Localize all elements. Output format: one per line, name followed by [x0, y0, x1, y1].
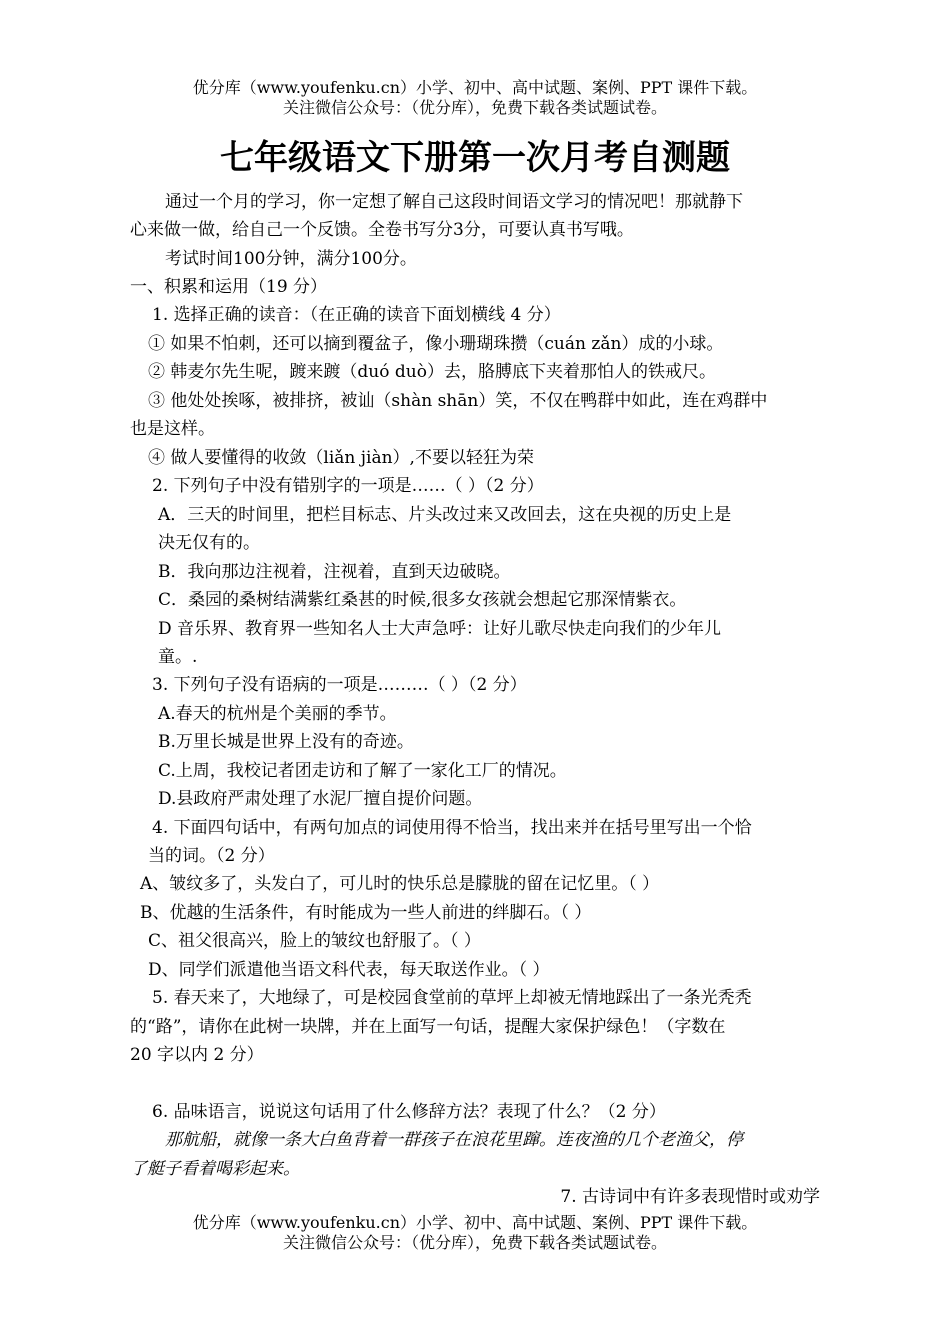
question-4-option-d: D、同学们派遣他当语文科代表，每天取送作业。（ ） — [148, 960, 550, 980]
question-1-item: ② 韩麦尔先生呢，踱来踱（duó duò）去，胳膊底下夹着那怕人的铁戒尺。 — [148, 362, 716, 382]
question-3-option-b: B.万里长城是世界上没有的奇迹。 — [158, 732, 414, 752]
question-6-stem: 6. 品味语言，说说这句话用了什么修辞方法？表现了什么？（2 分） — [152, 1102, 666, 1122]
footer-line-2: 关注微信公众号：（优分库），免费下载各类试题试卷。 — [282, 1233, 667, 1252]
question-2-option-d: D 音乐界、教育界一些知名人士大声急呼：让好儿歌尽快走向我们的少年儿 — [158, 619, 722, 639]
intro-paragraph-line: 通过一个月的学习，你一定想了解自己这段时间语文学习的情况吧！那就静下 — [165, 192, 743, 212]
intro-paragraph-line: 心来做一做，给自己一个反馈。全卷书写分3分，可要认真书写哦。 — [130, 220, 634, 240]
question-3-option-d: D.县政府严肃处理了水泥厂擅自提价问题。 — [158, 789, 483, 809]
section-heading: 一、积累和运用（19 分） — [130, 277, 328, 297]
header-line-1: 优分库（www.youfenku.cn）小学、初中、高中试题、案例、PPT 课件下载。 — [192, 78, 758, 97]
question-5-line: 5. 春天来了，大地绿了，可是校园食堂前的草坪上却被无情地踩出了一条光秃秃 — [152, 988, 752, 1008]
page-title: 七年级语文下册第一次月考自测题 — [220, 138, 730, 178]
question-1-stem: 1. 选择正确的读音：（在正确的读音下面划横线 4 分） — [152, 305, 561, 325]
header-line-2: 关注微信公众号：（优分库），免费下载各类试题试卷。 — [282, 98, 667, 117]
question-1-item: ③ 他处处挨啄，被排挤，被讪（shàn shān）笑，不仅在鸭群中如此，连在鸡群中 — [148, 391, 768, 411]
question-1-item-continued: 也是这样。 — [130, 419, 215, 439]
question-7-stem: 7. 古诗词中有许多表现惜时或劝学 — [560, 1187, 820, 1207]
question-1-item: ① 如果不怕刺，还可以摘到覆盆子，像小珊瑚珠攒（cuán zǎn）成的小球。 — [148, 334, 724, 354]
question-6-quote-continued: 了艇子看着喝彩起来。 — [130, 1159, 300, 1179]
question-4-stem-continued: 当的词。（2 分） — [148, 846, 275, 866]
question-4-stem: 4. 下面四句话中，有两句加点的词使用得不恰当，找出来并在括号里写出一个恰 — [152, 818, 752, 838]
question-2-stem: 2. 下列句子中没有错别字的一项是……（ ）（2 分） — [152, 476, 544, 496]
question-3-option-c: C.上周，我校记者团走访和了解了一家化工厂的情况。 — [158, 761, 567, 781]
exam-info: 考试时间100分钟，满分100分。 — [165, 249, 417, 269]
question-5-line: 的“路”，请你在此树一块牌，并在上面写一句话，提醒大家保护绿色！（字数在 — [130, 1017, 726, 1037]
question-2-option-a-continued: 决无仅有的。 — [158, 533, 260, 553]
question-3-option-a: A.春天的杭州是个美丽的季节。 — [158, 704, 397, 724]
question-6-quote: 那航船，就像一条大白鱼背着一群孩子在浪花里蹿。连夜渔的几个老渔父，停 — [165, 1130, 743, 1150]
question-4-option-a: A、皱纹多了，头发白了，可儿时的快乐总是朦胧的留在记忆里。（ ） — [140, 874, 660, 894]
question-2-option-c: C．桑园的桑树结满紫红桑甚的时候,很多女孩就会想起它那深情紫衣。 — [158, 590, 687, 610]
question-4-option-c: C、祖父很高兴，脸上的皱纹也舒服了。（ ） — [148, 931, 481, 951]
question-4-option-b: B、优越的生活条件，有时能成为一些人前进的绊脚石。（ ） — [140, 903, 592, 923]
question-2-option-a: A．三天的时间里，把栏目标志、片头改过来又改回去，这在央视的历史上是 — [158, 505, 732, 525]
question-3-stem: 3. 下列句子没有语病的一项是………（ ）（2 分） — [152, 675, 527, 695]
question-2-option-d-continued: 童。. — [158, 647, 198, 667]
question-5-line: 20 字以内 2 分） — [130, 1045, 264, 1065]
question-2-option-b: B．我向那边注视着，注视着，直到天边破晓。 — [158, 562, 511, 582]
footer-line-1: 优分库（www.youfenku.cn）小学、初中、高中试题、案例、PPT 课件下载。 — [192, 1213, 758, 1232]
question-1-item: ④ 做人要懂得的收敛（liǎn jiàn）,不要以轻狂为荣 — [148, 448, 534, 468]
